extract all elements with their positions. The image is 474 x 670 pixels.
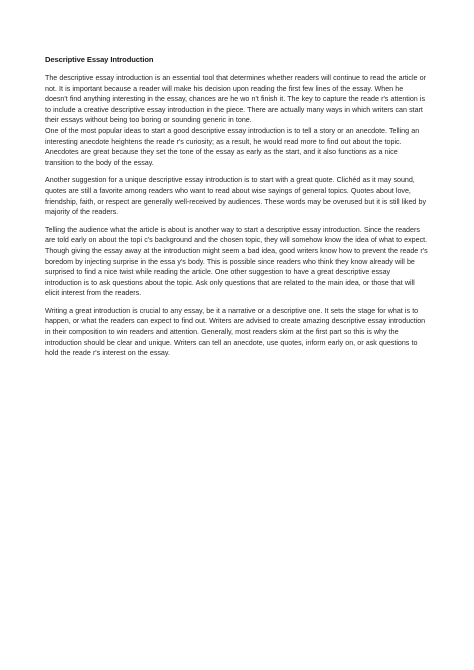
paragraph-topic: Telling the audience what the article is about is another way to start a descriptive essay introduction. Since the readers are told early on about the topi c's background and the chosen topic, they will somehow know the idea of what to expect. Though giving the essay away at the introduction might seem a bad idea, good writers know how to prevent the reade r's boredom by injecting surprise in the essa y's body. This is possible since readers who think they know already will be surprised to find a nice twist while reading the article. One other suggestion to have a great descriptive essay introduction is to ask questions about the topic. Ask only questions that are related to the main idea, or those that will elicit interest from the readers. [45,225,428,298]
document-title: Descriptive Essay Introduction [45,55,154,64]
paragraph-quote: Another suggestion for a unique descriptive essay introduction is to start with a great quote. Clichéd as it may sound, quotes are still a favorite among readers who want to read about wise sayings of general topics. Quotes about love, friendship, faith, or respect are generally well-received by audiences. These words may be overused but it is still liked by majority of the readers. [45,176,427,217]
paragraph-intro: The descriptive essay introduction is an essential tool that determines whether readers will continue to read the article or not. It is important because a reader will make his decision upon reading the first few lines of the essay. When he doesn't find anything interesting in the essay, chances are he wo n't finish it. The key to capture the reade r's attention is to include a creative descriptive essay introduction in the piece. There are actually many ways in which writers can start their essays without being too boring or sounding generic in tone. [45,74,426,125]
paragraph-anecdote: One of the most popular ideas to start a good descriptive essay introduction is to tell a story or an anecdote. Telling an interesting anecdote heightens the reade r's curiosity; as a result, he would read more to find out about the topic. Anecdotes are great because they set the tone of the essay as early as the start, and it also functions as a nice transition to the body of the essay. [45,126,420,167]
document-page [45,55,428,366]
paragraph-conclusion: Writing a great introduction is crucial to any essay, be it a narrative or a descriptive one. It sets the stage for what is to happen, or what the readers can expect to find out. Writers are advised to create amazing descriptive essay introduction in their composition to win readers and attention. Generally, most readers skim at the first part so this is why the introduction should be clear and unique. Writers can tell an anecdote, use quotes, inform early on, or ask questions to hold the reade r's interest on the essay. [45,306,426,358]
